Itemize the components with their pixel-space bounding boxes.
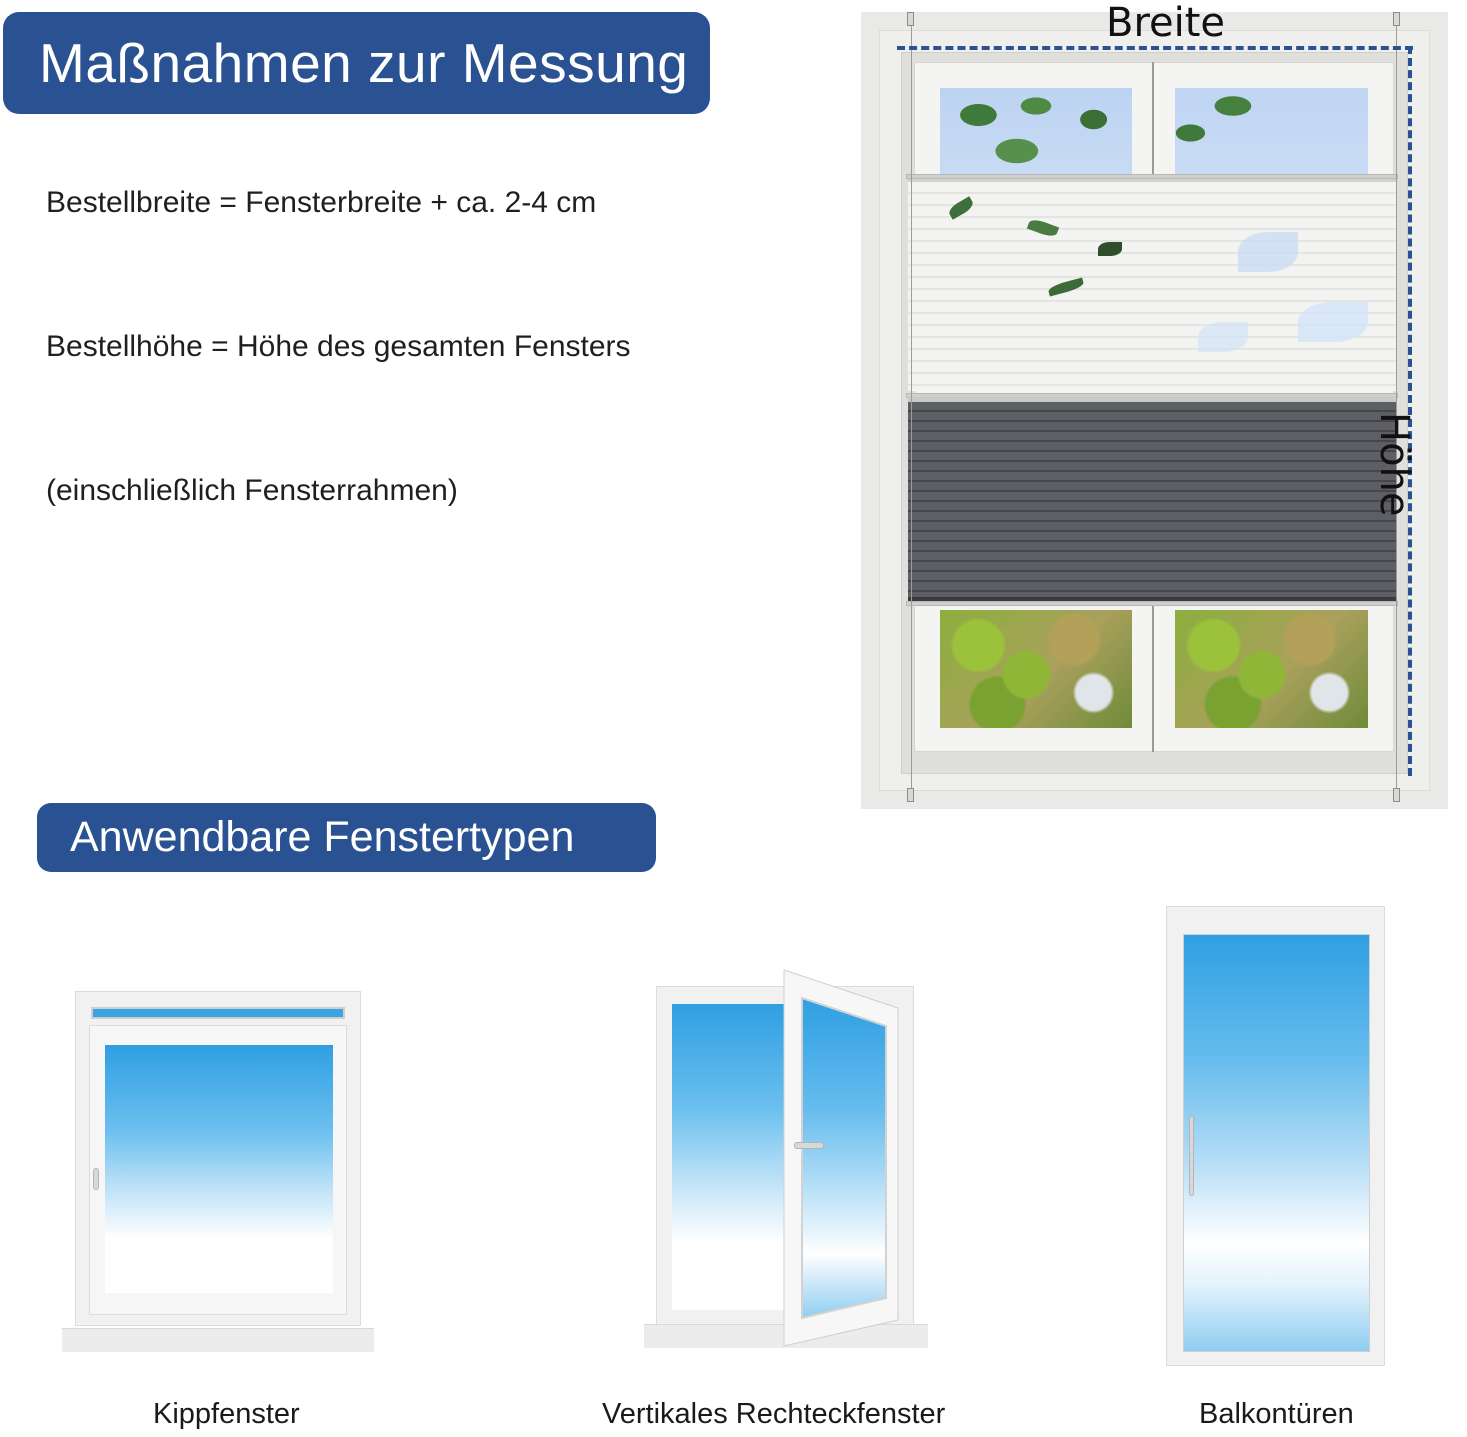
measurement-diagram [861,0,1448,809]
window-handle [93,1168,99,1190]
measurement-heading-text: Maßnahmen zur Messung [39,32,689,94]
caption-balcony-door: Balkontüren [1199,1398,1354,1430]
pane-top-left [940,88,1132,178]
height-label: Höhe [1371,412,1417,517]
window-handle [794,1142,824,1149]
center-mullion-top [1152,62,1154,182]
transom-glass [91,1007,345,1019]
door-glass [1183,934,1370,1352]
leaf-decoration [1238,232,1298,272]
light-pleated-shade [908,178,1396,391]
pane-bottom-right [1175,610,1368,728]
leaf-decoration [1198,322,1248,352]
balcony-door-icon [1166,906,1385,1366]
leaf-decoration [947,196,976,219]
height-dimension-line [1408,46,1412,776]
dark-pleated-shade [908,397,1396,603]
tension-cord-left [911,24,912,794]
tension-cord-right [1396,24,1397,794]
casement-window-icon [644,968,928,1350]
measurement-heading [3,12,710,114]
bracket-top-left [907,12,914,26]
open-sash [780,968,910,1348]
door-handle [1189,1116,1194,1196]
leaf-decoration [1098,242,1122,256]
center-mullion-bottom [1152,606,1154,752]
pane-top-right [1175,88,1368,178]
window-types-heading-text: Anwendbare Fenstertypen [70,813,575,861]
pane-bottom-left [940,610,1132,728]
bracket-bottom-left [907,788,914,802]
leaf-decoration [1027,217,1059,239]
top-rail [906,174,1398,179]
height-note: (einschließlich Fensterrahmen) [46,474,458,507]
order-height-formula: Bestellhöhe = Höhe des gesamten Fensters [46,330,631,363]
window-glass [105,1045,333,1293]
order-width-formula: Bestellbreite = Fensterbreite + ca. 2-4 cm [46,186,597,219]
tilt-window-icon [62,990,374,1352]
bracket-top-right [1393,12,1400,26]
caption-casement-window: Vertikales Rechteckfenster [602,1398,946,1430]
width-dimension-line [897,46,1413,50]
window-sill [62,1328,374,1352]
leaf-decoration [1298,302,1368,342]
leaf-decoration [1047,278,1084,297]
caption-tilt-window: Kippfenster [153,1398,300,1430]
width-label: Breite [1106,0,1226,46]
bracket-bottom-right [1393,788,1400,802]
window-types-heading [37,803,656,872]
